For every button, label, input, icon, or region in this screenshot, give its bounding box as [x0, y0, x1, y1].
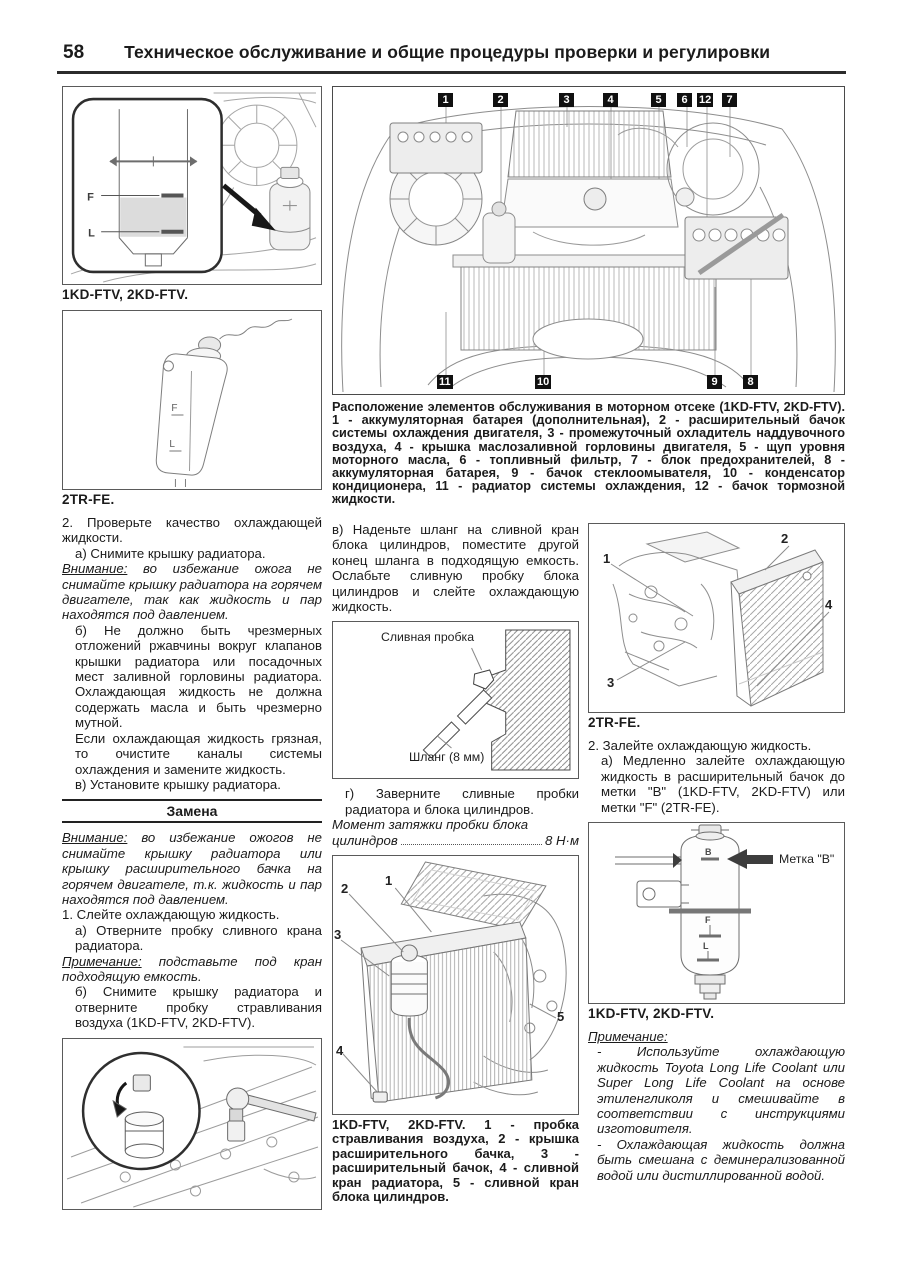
warning-text: во избежание ожога не снимайте крышку радиатора на горячем двигателе, так как жидкость и пар находятся под давлением. [62, 561, 322, 623]
callout-7: 7 [722, 93, 737, 107]
figure-caption: 1KD-FTV, 2KD-FTV. [588, 1006, 715, 1022]
warning-paragraph [62, 561, 322, 623]
note-item-water: - Охлаждающая жидкость должна быть смешана с деминерализованной водой или дистиллированной водой. [597, 1136, 845, 1183]
drain-cock-drawing [63, 1039, 321, 1209]
callout-6: 6 [677, 93, 692, 107]
level-mark-b: B [705, 847, 712, 858]
callout-4: 4 [603, 93, 618, 107]
callout-3: 3 [334, 927, 342, 943]
figure-engine-radiator-2tr [588, 523, 845, 713]
figure-engine-bay [332, 86, 845, 395]
expansion-tank-drawing [63, 311, 321, 489]
right-column [588, 523, 845, 1183]
paragraph-dirty-coolant: Если охлаждающая жидкость грязная, то очистите каналы системы охлаждения и замените жидкость. [75, 730, 322, 777]
callout-5: 5 [557, 1009, 565, 1025]
callout-1: 1 [385, 873, 393, 889]
page-number: 58 [63, 42, 85, 63]
warning-paragraph [62, 830, 322, 907]
paragraph-tighten-plugs: г) Заверните сливные пробки радиатора и блока цилиндров. [345, 786, 579, 817]
engine-bay-caption: Расположение элементов обслуживания в моторном отсеке (1KD-FTV, 2KD-FTV). 1 - аккумуляторная батарея (дополнительная), 2 - расширительный бачок системы охлаждения двигателя, 3 - промежуточный охладитель наддувочного воздуха, 4 - крышка маслозаливной горловины двигателя, 5 - щуп уровня моторного масла, 6 - топливный фильтр, 7 - блок предохранителей, 8 - аккумуляторная батарея, 9 - бачок стеклоомывателя, 10 - конденсатор кондиционера, 11 - радиатор системы охлаждения, 12 - бачок тормозной жидкости. [332, 400, 845, 507]
radiator-drawing [333, 856, 578, 1114]
page-header [57, 42, 846, 74]
figure-radiator-1kd [332, 855, 579, 1115]
level-mark-f: F [705, 915, 711, 926]
level-mark-f: F [87, 191, 94, 204]
figure-caption: 2TR-FE. [588, 715, 641, 730]
page-title: Техническое обслуживание и общие процедуры проверки и регулировки [124, 42, 771, 62]
figure-block-drain-plug [332, 621, 579, 779]
callout-11: 11 [439, 376, 451, 388]
torque-spec-text: цилиндров [332, 832, 398, 848]
paragraph-hose-on-drain: в) Наденьте шланг на сливной кран блока цилиндров, поместите другой конец шланга в подходящую емкость. Ослабьте сливную пробку блока цилиндров и слейте охлаждающую жидкость. [332, 522, 579, 615]
callout-2: 2 [781, 531, 789, 546]
middle-column [332, 522, 579, 1205]
note-heading [588, 1029, 845, 1044]
level-mark-l: L [169, 439, 175, 450]
warning-text: во избежание ожогов не снимайте крышку радиатора или крышку расширительного бачка на горячем двигателе, т.к. жидкость и пар находятся под давлением. [62, 830, 322, 907]
callout-2: 2 [493, 93, 508, 107]
paragraph-fill-to-mark: а) Медленно залейте охлаждающую жидкость в расширительный бачок до метки "B" (1KD-FTV, 2KD-FTV) или метки "F" (2TR-FE). [601, 753, 845, 815]
coolant-reservoir-drawing [63, 87, 321, 284]
callout-12: 12 [699, 94, 712, 106]
callout-10: 10 [537, 376, 550, 388]
figure-reservoir-mark-b [588, 822, 845, 1004]
callout-3: 3 [607, 675, 615, 690]
paragraph-drain-coolant: 1. Слейте охлаждающую жидкость. [62, 907, 280, 923]
radiator-figure-caption: 1KD-FTV, 2KD-FTV. 1 - пробка стравливания воздуха, 2 - крышка расширительного бачка, 3 - расширительный бачок, 4 - сливной кран радиатора, 5 - сливной кран блока цилиндров. [332, 1117, 579, 1205]
level-mark-f: F [171, 403, 178, 414]
callout-1: 1 [438, 93, 453, 107]
warning-label: Внимание: [62, 830, 128, 846]
torque-spec-line2 [332, 833, 579, 848]
paragraph-install-cap: в) Установите крышку радиатора. [75, 776, 281, 792]
reservoir-mark-drawing [589, 823, 844, 1003]
callout-9: 9 [707, 375, 722, 389]
paragraph-remove-cap: а) Снимите крышку радиатора. [75, 545, 266, 561]
callout-4: 4 [336, 1043, 344, 1059]
paragraph-rust-check: б) Не должно быть чрезмерных отложений ржавчины вокруг клапанов крышки радиатора или посадочных мест заливной горловины радиатора. Охлаждающая жидкость не должна содержать масла и быть чрезмерно мутной. [75, 622, 322, 731]
engine-bay-drawing [333, 87, 844, 394]
level-mark-l: L [703, 941, 709, 952]
paragraph-open-drain: а) Отверните пробку сливного крана радиатора. [75, 922, 322, 954]
section-title: Замена [166, 803, 218, 820]
figure-caption: 2TR-FE. [62, 492, 115, 507]
note-label: Примечание: [588, 1029, 668, 1045]
paragraph-remove-bleed-plug: б) Снимите крышку радиатора и отверните пробку стравливания воздуха (1KD-FTV, 2KD-FTV). [75, 984, 322, 1031]
figure-caption: 1KD-FTV, 2KD-FTV. [62, 287, 189, 302]
note-text: подставьте под кран подходящую емкость. [62, 953, 322, 984]
dot-leader [401, 844, 542, 845]
note-paragraph [62, 954, 322, 985]
mark-b-label: Метка "B" [779, 852, 835, 867]
callout-8: 8 [743, 375, 758, 389]
section-heading-replacement [62, 799, 322, 823]
figure-expansion-tank-2tr [62, 310, 322, 490]
callout-2: 2 [341, 881, 349, 897]
callout-4: 4 [825, 597, 833, 612]
callout-5: 5 [651, 93, 666, 107]
warning-label: Внимание: [62, 561, 128, 577]
left-column [62, 86, 322, 1210]
callout-3: 3 [559, 93, 574, 107]
figure-coolant-reservoir-inset [62, 86, 322, 285]
torque-spec-line1: Момент затяжки пробки блока [332, 817, 529, 833]
figure-drain-cock-magnified [62, 1038, 322, 1210]
level-mark-l: L [88, 227, 95, 240]
note-item-coolant-type: - Используйте охлаждающую жидкость Toyota Long Life Coolant или Super Long Life Coolant на основе этиленгликоля и смешивайте в соответствии с инструкциями изготовителя. [597, 1044, 845, 1137]
paragraph-check-quality: 2. Проверьте качество охлаждающей жидкости. [62, 515, 322, 546]
paragraph-fill-coolant: 2. Залейте охлаждающую жидкость. [588, 738, 812, 753]
note-label: Примечание: [62, 953, 142, 969]
torque-spec-value: 8 Н·м [545, 832, 579, 848]
callout-1: 1 [603, 551, 611, 566]
hose-label: Шланг (8 мм) [409, 750, 485, 765]
drain-plug-label: Сливная пробка [381, 630, 475, 645]
engine-radiator-drawing [589, 524, 844, 712]
